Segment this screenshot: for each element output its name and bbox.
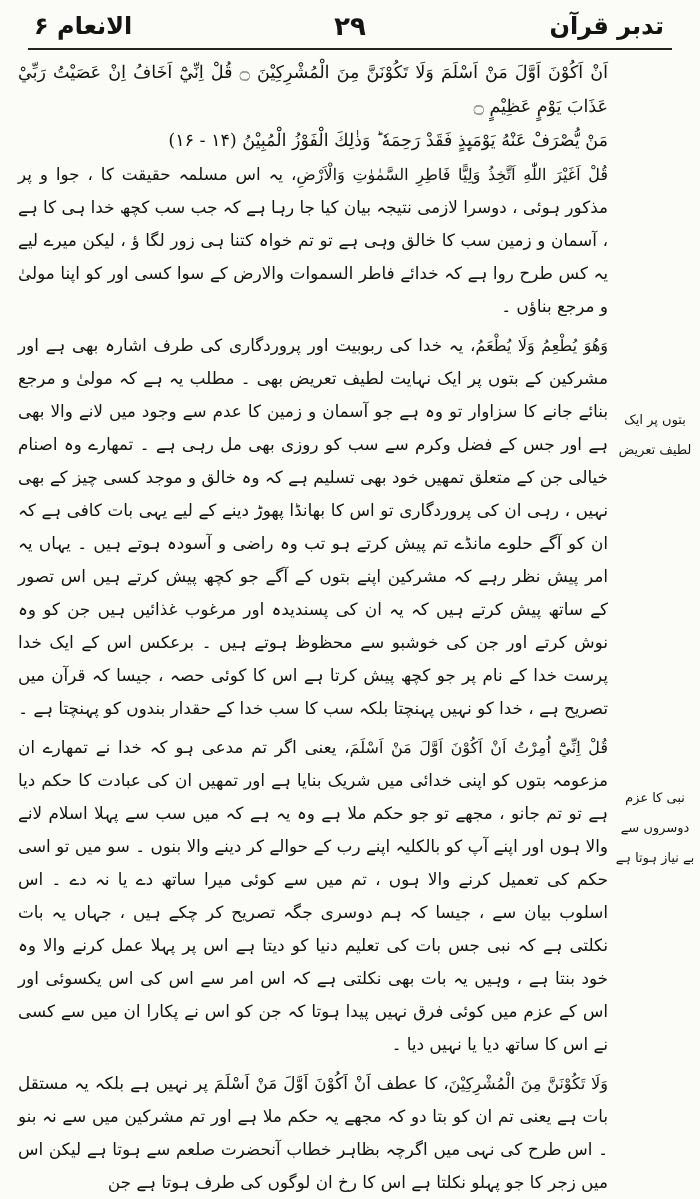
quoted-phrase: وَلَا تَكُوْنَنَّ مِنَ الْمُشْرِكِيْنَ [448, 1074, 609, 1093]
quoted-phrase: وَهُوَ يُطْعِمُ وَلَا يُطْعَمُ [475, 336, 608, 355]
commentary-paragraph-1 [18, 158, 608, 323]
text-body [18, 56, 609, 1192]
commentary-paragraph-2 [18, 329, 608, 725]
paragraph-text: ، یہ خدا کی ربوبیت اور پروردگاری کی طرف اشارہ بھی ہے اور مشرکین کے بتوں پر ایک نہایت لطیف تعریض بھی ۔ مطلب یہ ہے کہ مولیٰ و مرجع بنائے جانے کا سزاوار تو وہ ہے جو آسمان و زمین کا عدم سے وجود میں لانے والا بھی ہے اور جس کے فضل وکرم سے سب کو روزی بھی مل رہی ہے ۔ تمھارے وہ اصنام خیالی جن کے متعلق تمھیں خود بھی تسلیم ہے کہ وہ خالق و موجد کسی چیز کے بھی نہیں ، رہی ان کی پروردگاری تو اس کا بھانڈا پھوڑ دینے کے لیے یہی بات کافی ہے کہ ان کو آگے حلوے مانڈے تم پیش کرتے ہو تب وہ راضی و آسودہ ہوتے ہیں ۔ یہاں یہ امر پیش نظر رہے کہ مشرکین اپنے بتوں کے آگے جو کچھ پیش کرتے ہیں اس تصور کے ساتھ پیش کرتے ہیں کہ یہ ان کی پسندیدہ اور مرغوب غذائیں ہیں جن کو وہ نوش کرتے اور جن کی خوشبو سے محظوظ ہوتے ہیں ۔ برعکس اس کے ایک خدا پرست خدا کے نام پر جو کچھ پیش کرتا ہے اس کا کوئی حصہ ، جیسا کہ قرآن میں تصریح ہے ، خدا کو نہیں پہنچتا بلکہ سب کا سب خدا کے حقدار بندوں کو پہنچتا ہے ۔ [18, 335, 608, 718]
verse-line-1: اَنْ اَكُوْنَ اَوَّلَ مَنْ اَسْلَمَ وَلَا تَكُوْنَنَّ مِنَ الْمُشْرِكِيْنَ ۝ قُلْ اِنِّيْٓ اَخَافُ اِنْ عَصَيْتُ رَبِّيْ عَذَابَ يَوْمٍ عَظِيْمٍ ۝ [18, 63, 608, 117]
quoted-phrase: قُلْ اَغَيْرَ اللّٰهِ اَتَّخِذُ وَلِيًّا فَاطِرِ السَّمٰوٰتِ وَالْاَرْضِ [296, 165, 608, 184]
book-title: تدبر قرآن [549, 12, 664, 40]
paragraph-text: ، یعنی اگر تم مدعی ہو کہ خدا نے تمھارے ان مزعومہ بتوں کو اپنی خدائی میں شریک بنایا ہے اور تمھیں ان کی عبادت کا حکم دیا ہے تو تم جانو ، مجھے تو جو حکم ملا ہے وہ یہ ہے کہ میں سب سے پہلا اسلام لانے والا ہوں اور اپنے آپ کو بالکلیہ اپنے رب کے حوالے کر دینے والا بنوں ۔ سو میں تو اسی حکم کی تعمیل کرنے والا ہوں ، تم میں سے کوئی میرا ساتھ دے یا نہ دے ۔ اس اسلوب بیان سے ، جیسا کہ ہم دوسری جگہ تصریح کر چکے ہیں ، جہاں یہ بات نکلتی ہے کہ نبی جس بات کی تعلیم دنیا کو دیتا ہے اس پر پہلا عمل کرنے والا وہ خود بنتا ہے ، وہیں یہ بات بھی نکلتی ہے کہ اس امر سے اس کی اس یکسوئی اور اس کے عزم میں کوئی فرق نہیں پیدا ہوتا کہ جن کو اس نے پکارا ان میں سے کسی نے اس کا ساتھ دیا یا نہیں دیا ۔ [18, 737, 608, 1054]
paragraph-text: ، کا عطف اَنْ اَكُوْنَ اَوَّلَ مَنْ اَسْلَمَ پر نہیں ہے بلکہ یہ مستقل بات ہے یعنی تم ان کو بتا دو کہ مجھے یہ حکم ملا ہے اور تم مشرکین میں سے نہ بنو ۔ اس طرح کی نہی میں اگرچہ بظاہر خطاب آنحضرت صلعم سے ہوتا ہے لیکن اس میں زجر کا جو پہلو نکلتا ہے اس کا رخ ان لوگوں کی طرف ہوتا ہے جن [18, 1073, 608, 1192]
surah-name: الانعام ۶ [34, 12, 133, 40]
commentary-paragraph-4 [18, 1067, 608, 1199]
page-header [28, 8, 672, 50]
verse-block [18, 56, 608, 158]
paragraph-text: ، یہ اس مسلمہ حقیقت کا ، جوا و پر مذکور ہوئی ، دوسرا لازمی نتیجہ بیان کیا جا رہا ہے کہ جب سب کچھ خدا ہی کا ہے ، آسمان و زمین سب کا خالق وہی ہے تو تم خواہ کتنا ہی زور لگا ؤ ، لیکن میرے لیے یہ کس طرح روا ہے کہ خدائے فاطر السموات والارض کے سوا کسی اور کو اپنا مولیٰ و مرجع بناؤں ۔ [18, 164, 608, 316]
commentary-paragraph-3 [18, 731, 608, 1061]
quoted-phrase: قُلْ اِنِّيْٓ اُمِرْتُ اَنْ اَكُوْنَ اَوَّلَ مَنْ اَسْلَمَ [349, 738, 608, 757]
verse-line-2: مَنْ يُّصْرَفْ عَنْهُ يَوْمَىِٕذٍ فَقَدْ رَحِمَهٗ ؕ وَذٰلِكَ الْفَوْزُ الْمُبِيْنُ (۱۴ - ۱۶) [168, 131, 608, 151]
page-number: ۲۹ [334, 12, 366, 42]
margin-note-2: نبی کا عزم دوسروں سے بے نیاز ہوتا ہے [615, 791, 695, 866]
margin-note-1: بتوں پر ایک لطیف تعریض [618, 413, 692, 458]
